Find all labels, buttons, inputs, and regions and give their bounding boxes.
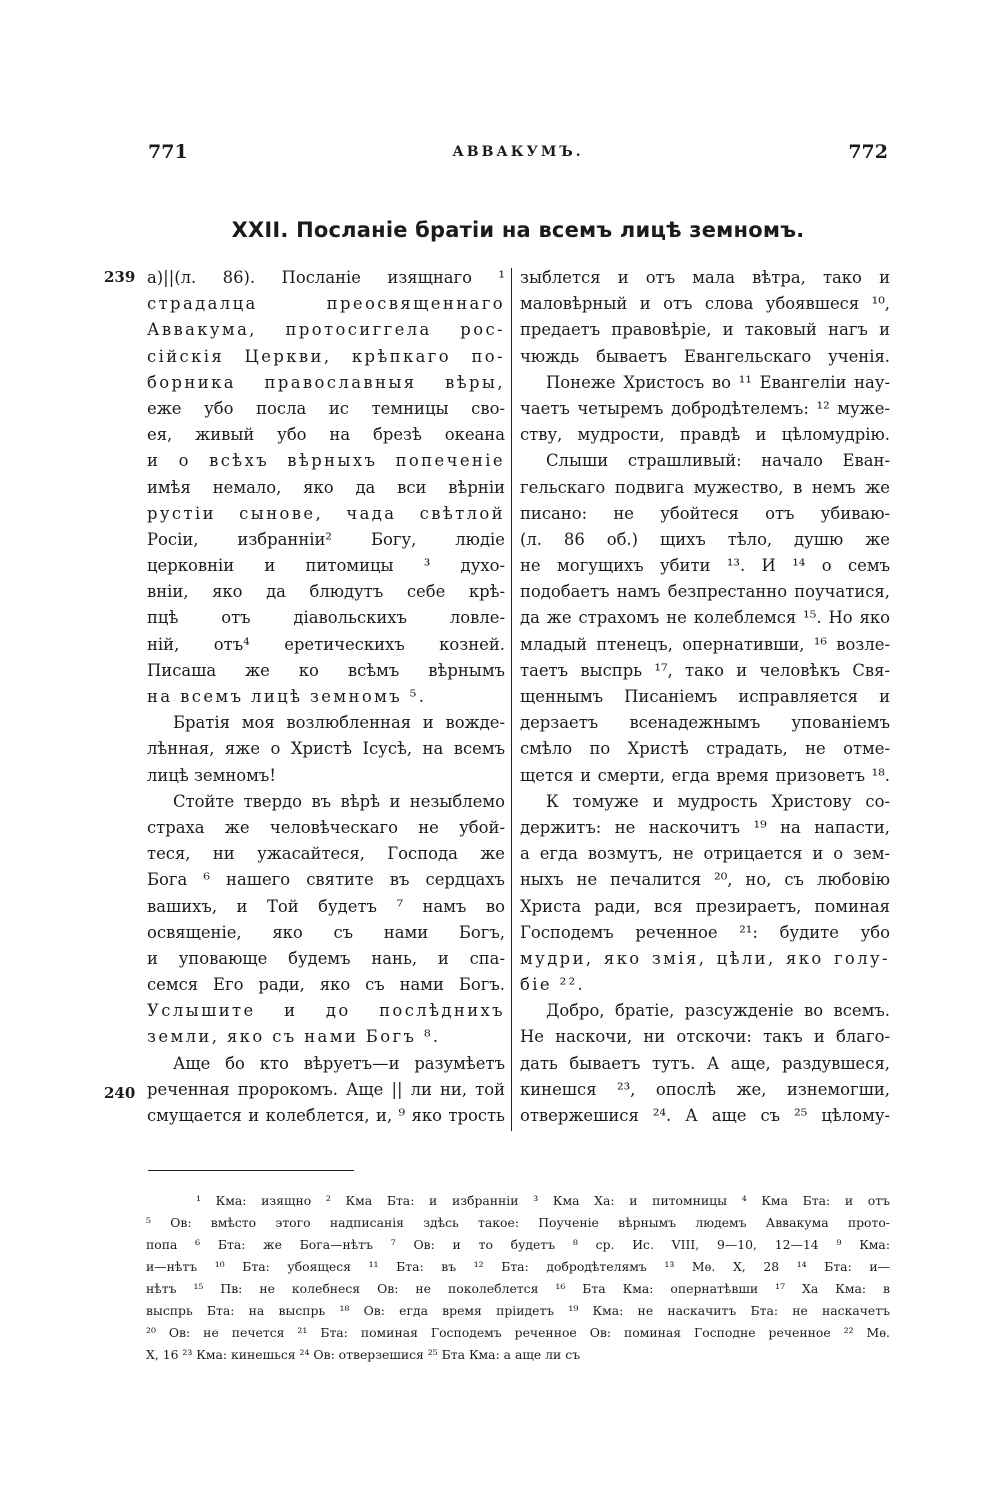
footnote-line: и—нѣтъ ¹⁰ Бта: убоящеся ¹¹ Бта: въ ¹² Бта: добродѣтелямъ ¹³ Мѳ. X, 28 ¹⁴ Бта: и— [146, 1259, 890, 1274]
margin-number: 239 [104, 268, 136, 286]
text-line: лицѣ земномъ! [147, 765, 276, 785]
text-line: пцѣ отъ діавольскихъ ловле- [147, 608, 505, 628]
text-line: церковніи и питомицы ³ духо- [147, 556, 505, 576]
text-line: ству, мудрости, правдѣ и цѣломудрію. [520, 425, 890, 445]
footnote-rule [148, 1170, 354, 1171]
text-line: чаетъ четыремъ добродѣтелемъ: ¹² муже- [520, 398, 890, 418]
left-column [147, 265, 505, 1129]
column-divider [511, 268, 512, 1131]
footnote-line: ¹ Кма: изящно ² Кма Бта: и избранніи ³ Кма Ха: и питомницы ⁴ Кма Бта: и отъ [196, 1193, 890, 1208]
text-line: а)||(л. 86). Посланіе изящнаго ¹ [147, 268, 505, 287]
text-line: Добро, братіе, разсужденіе во всемъ. [546, 1001, 890, 1021]
text-line: маловѣрный и отъ слова убоявшеся ¹⁰, [520, 294, 890, 314]
text-line: Росіи, избранніи² Богу, людіе [147, 529, 505, 549]
text-line: дерзаетъ всенадежнымъ упованіемъ [520, 713, 890, 733]
text-line: зыблется и отъ мала вѣтра, тако и [520, 268, 890, 287]
text-line: дать бываетъ тутъ. А аще, раздувшеся, [520, 1053, 890, 1073]
text-line: держитъ: не наскочитъ ¹⁹ на напасти, [520, 817, 890, 837]
footnote-line: ²⁰ Ов: не печется ²¹ Бта: поминая Господемъ реченное Ов: поминая Господне реченное ²² Мѳ. [146, 1325, 890, 1340]
text-line: да же страхомъ не колеблемся ¹⁵. Но яко [520, 608, 890, 628]
text-line: таетъ выспрь ¹⁷, тако и человѣкъ Свя- [520, 660, 890, 680]
text-line: младый птенецъ, опернативши, ¹⁶ возле- [520, 634, 890, 654]
text-line: имѣя немало, яко да вси вѣрніи [147, 477, 505, 497]
footnote-line: попа ⁶ Бта: же Бога—нѣтъ ⁷ Ов: и то будетъ ⁸ ср. Ис. VIII, 9—10, 12—14 ⁹ Кма: [146, 1237, 890, 1252]
margin-number: 240 [104, 1084, 136, 1102]
text-line: и уповающе будемъ нань, и спа- [147, 948, 505, 968]
text-line: борника православныя вѣры, [147, 372, 505, 392]
text-line: теся, ни ужасайтеся, Господа же [147, 844, 505, 864]
text-line: земли, яко съ нами Богъ ⁸. [147, 1027, 441, 1047]
text-line: страха же человѣческаго не убой- [147, 817, 505, 837]
text-line: Бога ⁶ нашего святите въ сердцахъ [147, 870, 505, 890]
footnote-line: ⁵ Ов: вмѣсто этого надписанія здѣсь такое: Поученіе вѣрнымъ людемъ Аввакума прото- [146, 1215, 890, 1230]
text-line: семся Его ради, яко съ нами Богъ. [147, 975, 505, 995]
text-line: Писаша же ко всѣмъ вѣрнымъ [147, 660, 505, 680]
text-line: вніи, яко да блюдутъ себе крѣ- [147, 582, 505, 602]
right-column [520, 265, 890, 1129]
text-line: Не наскочи, ни отскочи: такъ и благо- [520, 1027, 890, 1047]
text-line: вашихъ, и Той будетъ ⁷ намъ во [147, 896, 505, 916]
text-line: сійскія Церкви, крѣпкаго по- [147, 346, 505, 366]
footnote-line: выспрь Бта: на выспрь ¹⁸ Ов: егда время пріидетъ ¹⁹ Кма: не наскачитъ Бта: не наскачетъ [146, 1303, 890, 1318]
text-line: ея, живый убо на брезѣ океана [147, 425, 505, 445]
footnotes [146, 1190, 890, 1366]
text-line: Братія моя возлюбленная и вожде- [173, 713, 505, 733]
text-line: а егда возмутъ, не отрицается и о зем- [520, 844, 890, 864]
text-line: чюждь бываетъ Евангельскаго ученія. [520, 346, 890, 366]
page-number-left: 771 [148, 141, 188, 163]
text-line: страдалца преосвященнаго [147, 294, 505, 314]
footnote-line: нѣтъ ¹⁵ Пв: не колебнеся Ов: не поколеблется ¹⁶ Бта Кма: опернатѣвши ¹⁷ Ха Кма: в [146, 1281, 890, 1296]
text-line: на всемъ лицѣ земномъ ⁵. [147, 687, 427, 706]
text-line: лѣнная, яже о Христѣ Ісусѣ, на всемъ [147, 739, 505, 759]
text-line: К томуже и мудрость Христову со- [546, 791, 890, 811]
text-line: Христа ради, вся презираетъ, поминая [520, 896, 890, 916]
running-title: АВВАКУМЪ. [452, 144, 584, 160]
text-line: писано: не убойтеся отъ убиваю- [520, 503, 890, 523]
text-line: реченная пророкомъ. Аще || ли ни, той [147, 1079, 505, 1099]
footnote-line: X, 16 ²³ Кма: кинешься ²⁴ Ов: отверзешися ²⁵ Бта Кма: а аще ли съ [146, 1347, 581, 1362]
text-line: и о всѣхъ вѣрныхъ попеченіе [147, 451, 505, 471]
text-line: Понеже Христосъ во ¹¹ Евангеліи нау- [546, 372, 890, 392]
text-line: отвержешися ²⁴. А аще съ ²⁵ цѣлому- [520, 1106, 890, 1125]
text-line: ныхъ не печалится ²⁰, но, съ любовію [520, 870, 890, 890]
text-line: предаетъ правовѣріе, и таковый нагъ и [520, 320, 890, 340]
text-line: подобаетъ намъ безпрестанно поучатися, [520, 582, 890, 602]
text-line: мудри, яко змія, цѣли, яко голу- [520, 948, 890, 968]
text-line: щеннымъ Писаніемъ исправляется и [520, 687, 890, 706]
text-line: рустіи сынове, чада свѣтлой [147, 503, 505, 523]
text-line: Слыши страшливый: начало Еван- [546, 451, 890, 471]
text-line: Аще бо кто вѣруетъ—и разумѣетъ [173, 1053, 505, 1073]
page-number-right: 772 [848, 141, 888, 163]
text-line: (л. 86 об.) щихъ тѣло, душю же [520, 529, 890, 549]
text-line: смѣло по Христѣ страдать, не отме- [520, 739, 890, 759]
text-line: не могущихъ убити ¹³. И ¹⁴ о семъ [520, 556, 890, 576]
text-line: гельскаго подвига мужество, в немъ же [520, 477, 890, 497]
text-line: ній, отъ⁴ еретическихъ козней. [147, 634, 505, 654]
text-line: щется и смерти, егда время призоветъ ¹⁸. [520, 765, 890, 785]
running-header [148, 141, 888, 171]
text-line: освященіе, яко съ нами Богъ, [147, 922, 505, 942]
text-line: Господемъ реченное ²¹: будите убо [520, 922, 890, 942]
text-line: Услышите и до послѣднихъ [147, 1001, 505, 1021]
text-line: Стойте твердо въ вѣрѣ и незыблемо [173, 791, 505, 811]
section-title: XXII. Посланіе братіи на всемъ лицѣ земномъ. [231, 218, 805, 242]
text-line: біе ²². [520, 975, 586, 995]
text-line: смущается и колеблется, и, ⁹ яко трость [147, 1106, 505, 1125]
text-line: кинешся ²³, опослѣ же, изнемогши, [520, 1079, 890, 1099]
text-line: еже убо посла ис темницы сво- [147, 398, 505, 418]
text-line: Аввакума, протосиггела рос- [147, 320, 505, 340]
